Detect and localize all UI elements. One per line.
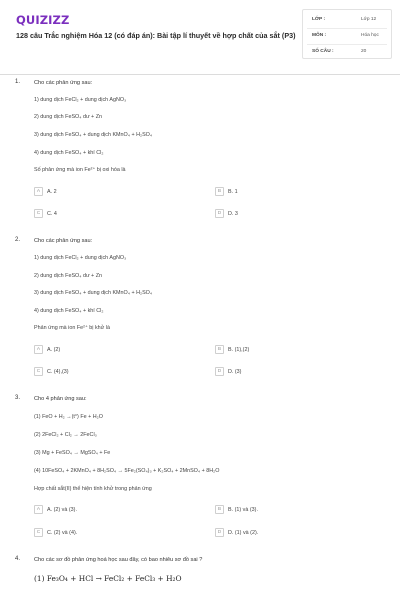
- option-text: D. 3: [228, 210, 238, 217]
- option-letter: D: [215, 367, 224, 376]
- header-divider: [0, 74, 400, 75]
- question-line: (2) 2FeCl₂ + Cl₂ → 2FeCl₃: [34, 432, 97, 438]
- option-letter: A: [34, 505, 43, 514]
- info-value: 20: [361, 49, 367, 54]
- question-text: Cho các phản ứng sau:: [34, 238, 93, 244]
- question-number: 3.: [15, 395, 21, 401]
- question-text: Cho các sơ đồ phản ứng hoá học sau đây, có bao nhiêu sơ đồ sai ?: [34, 557, 203, 563]
- info-value: Lớp 12: [361, 17, 377, 22]
- option-letter: B: [215, 187, 224, 196]
- option-text: A. (2): [47, 346, 61, 353]
- info-value: Hóa học: [361, 33, 379, 38]
- question-text: Cho các phản ứng sau:: [34, 80, 93, 86]
- info-row-count: [303, 44, 391, 60]
- option-letter: C: [34, 209, 43, 218]
- option-letter: D: [215, 528, 224, 537]
- option-letter: A: [34, 187, 43, 196]
- question-number: 2.: [15, 237, 21, 243]
- option-text: C. (2) và (4).: [47, 529, 78, 536]
- info-box: [302, 9, 392, 59]
- option-text: C. (4),(3): [47, 368, 69, 375]
- page-header: [0, 0, 400, 66]
- question-text: Cho 4 phản ứng sau:: [34, 396, 87, 402]
- question-line: 1) dung dịch FeCl₂ + dung dịch AgNO₃: [34, 255, 127, 261]
- info-label: SỐ CÂU :: [312, 49, 334, 54]
- option-text: C. 4: [47, 210, 57, 217]
- question-line: 3) dung dịch FeSO₄ + dung dịch KMnO₄ + H₂SO₄: [34, 132, 153, 138]
- question-line: 2) dung dịch FeSO₄ dư + Zn: [34, 114, 102, 120]
- question-number: 4.: [15, 556, 21, 562]
- option-text: A. 2: [47, 188, 57, 195]
- option-text: D. (3): [228, 368, 242, 375]
- question-line: Hợp chất sắt(II) thể hiện tính khử trong phản ứng: [34, 486, 152, 492]
- question-line: Số phản ứng mà ion Fe²⁺ bị oxi hóa là: [34, 167, 126, 173]
- option-text: B. (1) và (3).: [228, 506, 258, 513]
- option-letter: D: [215, 209, 224, 218]
- option-letter: B: [215, 345, 224, 354]
- info-row-subject: [303, 28, 391, 44]
- question-line: (1) Fe₃O₄ + HCl → FeCl₂ + FeCl₃ + H₂O: [34, 574, 182, 583]
- option-text: B. (1),(2): [228, 346, 250, 353]
- question-line: 4) dung dịch FeSO₄ + khí Cl₂: [34, 150, 104, 156]
- question-line: (4) 10FeSO₄ + 2KMnO₄ + 8H₂SO₄ → 5Fe₂(SO₄)₃ + K₂SO₄ + 2MnSO₄ + 8H₂O: [34, 468, 220, 474]
- question-line: 4) dung dịch FeSO₄ + khí Cl₂: [34, 308, 104, 314]
- option-letter: C: [34, 367, 43, 376]
- info-row-class: [303, 12, 391, 28]
- option-text: D. (1) và (2).: [228, 529, 259, 536]
- question-line: Phản ứng mà ion Fe²⁺ bị khử là: [34, 325, 110, 331]
- question-line: (1) FeO + H₂ →(t°) Fe + H₂O: [34, 414, 103, 420]
- quizizz-logo: QUIZIZZ: [16, 13, 70, 27]
- question-line: 1) dung dịch FeCl₂ + dung dịch AgNO₃: [34, 97, 127, 103]
- option-text: B. 1: [228, 188, 238, 195]
- question-line: (3) Mg + FeSO₄ → MgSO₄ + Fe: [34, 450, 111, 456]
- question-number: 1.: [15, 79, 21, 85]
- question-line: 3) dung dịch FeSO₄ + dung dịch KMnO₄ + H₂SO₄: [34, 290, 153, 296]
- document-title: 128 câu Trắc nghiệm Hóa 12 (có đáp án): Bài tập lí thuyết về hợp chất của sắt (P3): [16, 31, 296, 40]
- option-letter: B: [215, 505, 224, 514]
- info-label: LỚP :: [312, 17, 326, 22]
- info-label: MÔN :: [312, 33, 327, 38]
- question-line: 2) dung dịch FeSO₄ dư + Zn: [34, 273, 102, 279]
- option-letter: A: [34, 345, 43, 354]
- option-letter: C: [34, 528, 43, 537]
- option-text: A. (2) và (3).: [47, 506, 77, 513]
